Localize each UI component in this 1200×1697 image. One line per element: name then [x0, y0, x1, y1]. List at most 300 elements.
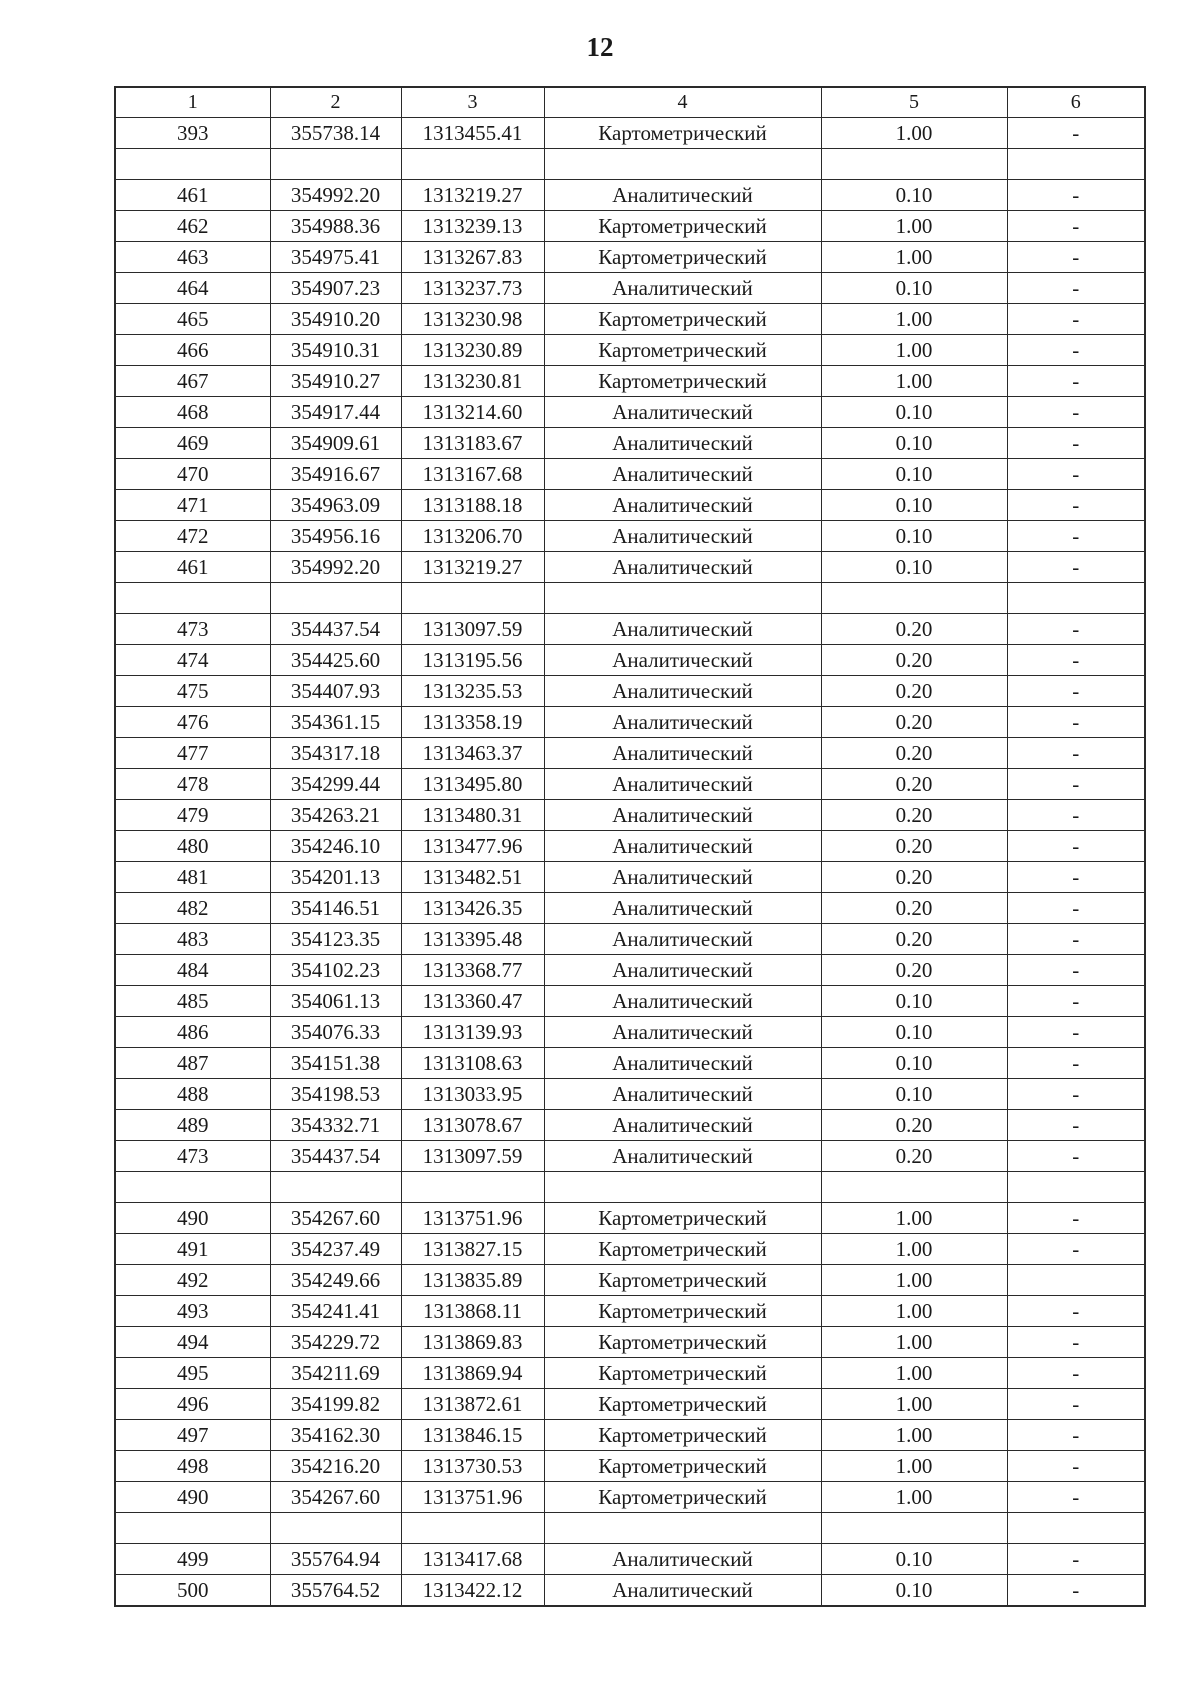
table-row	[115, 1017, 1145, 1048]
table-row	[115, 118, 1145, 149]
method-cell: Аналитический	[544, 986, 821, 1017]
x-coordinate-cell: 354246.10	[270, 831, 401, 862]
description-cell: -	[1007, 862, 1145, 893]
y-coordinate-cell: 1313751.96	[401, 1482, 544, 1513]
table-row	[115, 211, 1145, 242]
method-cell: Аналитический	[544, 1544, 821, 1575]
point-number-cell: 463	[115, 242, 270, 273]
x-coordinate-cell: 354211.69	[270, 1358, 401, 1389]
accuracy-cell: 1.00	[821, 366, 1007, 397]
method-cell: Картометрический	[544, 1327, 821, 1358]
x-coordinate-cell: 354956.16	[270, 521, 401, 552]
method-cell: Аналитический	[544, 521, 821, 552]
description-cell: -	[1007, 645, 1145, 676]
point-number-cell: 469	[115, 428, 270, 459]
method-cell: Аналитический	[544, 552, 821, 583]
method-cell: Картометрический	[544, 1389, 821, 1420]
y-coordinate-cell: 1313097.59	[401, 1141, 544, 1172]
method-cell: Картометрический	[544, 1203, 821, 1234]
point-number-cell: 465	[115, 304, 270, 335]
accuracy-cell: 0.20	[821, 707, 1007, 738]
table-row	[115, 1234, 1145, 1265]
accuracy-cell: 1.00	[821, 1296, 1007, 1327]
y-coordinate-cell: 1313235.53	[401, 676, 544, 707]
table-row	[115, 149, 1145, 180]
point-number-cell: 473	[115, 1141, 270, 1172]
x-coordinate-cell: 354151.38	[270, 1048, 401, 1079]
accuracy-cell: 0.20	[821, 862, 1007, 893]
accuracy-cell: 0.20	[821, 955, 1007, 986]
description-cell: -	[1007, 1017, 1145, 1048]
method-cell: Картометрический	[544, 304, 821, 335]
description-cell: -	[1007, 1420, 1145, 1451]
accuracy-cell: 0.10	[821, 397, 1007, 428]
accuracy-cell: 0.10	[821, 1017, 1007, 1048]
accuracy-cell: 0.20	[821, 893, 1007, 924]
table-row	[115, 1203, 1145, 1234]
accuracy-cell: 1.00	[821, 242, 1007, 273]
table-row	[115, 552, 1145, 583]
x-coordinate-cell: 354407.93	[270, 676, 401, 707]
x-coordinate-cell: 355764.94	[270, 1544, 401, 1575]
point-number-cell: 491	[115, 1234, 270, 1265]
y-coordinate-cell: 1313360.47	[401, 986, 544, 1017]
point-number-cell: 464	[115, 273, 270, 304]
point-number-cell: 492	[115, 1265, 270, 1296]
method-cell: Аналитический	[544, 893, 821, 924]
point-number-cell: 472	[115, 521, 270, 552]
x-coordinate-cell: 354299.44	[270, 769, 401, 800]
description-cell: -	[1007, 1234, 1145, 1265]
accuracy-cell: 0.10	[821, 552, 1007, 583]
x-coordinate-cell: 354916.67	[270, 459, 401, 490]
table-row	[115, 459, 1145, 490]
y-coordinate-cell: 1313195.56	[401, 645, 544, 676]
header-row	[115, 87, 1145, 118]
point-number-cell: 468	[115, 397, 270, 428]
point-number-cell: 482	[115, 893, 270, 924]
description-cell: -	[1007, 242, 1145, 273]
accuracy-cell: 0.20	[821, 924, 1007, 955]
accuracy-cell: 0.20	[821, 1110, 1007, 1141]
y-coordinate-cell: 1313230.98	[401, 304, 544, 335]
description-cell: -	[1007, 800, 1145, 831]
description-cell: -	[1007, 1544, 1145, 1575]
x-coordinate-cell: 354241.41	[270, 1296, 401, 1327]
point-number-cell: 479	[115, 800, 270, 831]
x-coordinate-cell: 354992.20	[270, 180, 401, 211]
x-coordinate-cell: 354907.23	[270, 273, 401, 304]
accuracy-cell: 1.00	[821, 118, 1007, 149]
method-cell: Аналитический	[544, 738, 821, 769]
description-cell: -	[1007, 1358, 1145, 1389]
y-coordinate-cell: 1313108.63	[401, 1048, 544, 1079]
method-cell: Картометрический	[544, 335, 821, 366]
method-cell: Аналитический	[544, 769, 821, 800]
x-coordinate-cell: 354361.15	[270, 707, 401, 738]
y-coordinate-cell: 1313846.15	[401, 1420, 544, 1451]
table-row	[115, 707, 1145, 738]
table-row	[115, 955, 1145, 986]
point-number-cell: 471	[115, 490, 270, 521]
method-cell: Аналитический	[544, 614, 821, 645]
y-coordinate-cell: 1313368.77	[401, 955, 544, 986]
x-coordinate-cell: 354963.09	[270, 490, 401, 521]
x-coordinate-cell: 354201.13	[270, 862, 401, 893]
table-row	[115, 335, 1145, 366]
accuracy-cell: 1.00	[821, 1265, 1007, 1296]
table-row	[115, 1327, 1145, 1358]
x-coordinate-cell	[270, 1513, 401, 1544]
x-coordinate-cell	[270, 1172, 401, 1203]
accuracy-cell: 0.10	[821, 1079, 1007, 1110]
x-coordinate-cell: 354425.60	[270, 645, 401, 676]
x-coordinate-cell: 354267.60	[270, 1203, 401, 1234]
x-coordinate-cell: 354332.71	[270, 1110, 401, 1141]
x-coordinate-cell: 354249.66	[270, 1265, 401, 1296]
method-cell: Аналитический	[544, 676, 821, 707]
accuracy-cell: 0.20	[821, 831, 1007, 862]
description-cell: -	[1007, 1575, 1145, 1607]
coordinates-table	[114, 86, 1146, 1607]
method-cell: Картометрический	[544, 1234, 821, 1265]
column-header-1: 1	[115, 87, 270, 118]
description-cell	[1007, 1172, 1145, 1203]
point-number-cell	[115, 1172, 270, 1203]
table-row	[115, 862, 1145, 893]
y-coordinate-cell: 1313417.68	[401, 1544, 544, 1575]
table-row	[115, 397, 1145, 428]
description-cell: -	[1007, 1048, 1145, 1079]
x-coordinate-cell: 354123.35	[270, 924, 401, 955]
accuracy-cell: 0.20	[821, 614, 1007, 645]
table-row	[115, 242, 1145, 273]
accuracy-cell	[821, 149, 1007, 180]
y-coordinate-cell: 1313455.41	[401, 118, 544, 149]
method-cell: Картометрический	[544, 366, 821, 397]
accuracy-cell: 1.00	[821, 211, 1007, 242]
accuracy-cell: 0.10	[821, 1575, 1007, 1607]
y-coordinate-cell: 1313477.96	[401, 831, 544, 862]
accuracy-cell: 1.00	[821, 1234, 1007, 1265]
accuracy-cell: 0.20	[821, 1141, 1007, 1172]
column-header-5: 5	[821, 87, 1007, 118]
point-number-cell: 462	[115, 211, 270, 242]
method-cell: Картометрический	[544, 1265, 821, 1296]
accuracy-cell	[821, 583, 1007, 614]
method-cell: Аналитический	[544, 924, 821, 955]
point-number-cell: 467	[115, 366, 270, 397]
table-row	[115, 769, 1145, 800]
description-cell: -	[1007, 1203, 1145, 1234]
point-number-cell: 497	[115, 1420, 270, 1451]
point-number-cell: 466	[115, 335, 270, 366]
x-coordinate-cell: 354237.49	[270, 1234, 401, 1265]
accuracy-cell: 0.10	[821, 428, 1007, 459]
y-coordinate-cell: 1313219.27	[401, 552, 544, 583]
x-coordinate-cell: 354437.54	[270, 614, 401, 645]
y-coordinate-cell: 1313827.15	[401, 1234, 544, 1265]
table-row	[115, 490, 1145, 521]
accuracy-cell: 0.10	[821, 1544, 1007, 1575]
point-number-cell: 480	[115, 831, 270, 862]
description-cell: -	[1007, 180, 1145, 211]
column-header-3: 3	[401, 87, 544, 118]
table-row	[115, 1048, 1145, 1079]
accuracy-cell: 1.00	[821, 1327, 1007, 1358]
y-coordinate-cell: 1313868.11	[401, 1296, 544, 1327]
point-number-cell: 487	[115, 1048, 270, 1079]
description-cell: -	[1007, 738, 1145, 769]
description-cell: -	[1007, 1389, 1145, 1420]
description-cell	[1007, 1513, 1145, 1544]
table-row	[115, 1544, 1145, 1575]
point-number-cell: 499	[115, 1544, 270, 1575]
description-cell: -	[1007, 459, 1145, 490]
x-coordinate-cell: 354076.33	[270, 1017, 401, 1048]
accuracy-cell: 0.10	[821, 986, 1007, 1017]
table-row	[115, 1420, 1145, 1451]
method-cell: Аналитический	[544, 490, 821, 521]
point-number-cell: 473	[115, 614, 270, 645]
accuracy-cell: 0.10	[821, 1048, 1007, 1079]
point-number-cell: 476	[115, 707, 270, 738]
x-coordinate-cell: 354910.31	[270, 335, 401, 366]
table-row	[115, 1358, 1145, 1389]
point-number-cell: 470	[115, 459, 270, 490]
method-cell: Аналитический	[544, 1079, 821, 1110]
point-number-cell: 498	[115, 1451, 270, 1482]
table-row	[115, 1265, 1145, 1296]
point-number-cell: 486	[115, 1017, 270, 1048]
accuracy-cell: 1.00	[821, 1482, 1007, 1513]
x-coordinate-cell: 354061.13	[270, 986, 401, 1017]
point-number-cell: 490	[115, 1203, 270, 1234]
description-cell: -	[1007, 211, 1145, 242]
y-coordinate-cell: 1313183.67	[401, 428, 544, 459]
description-cell: -	[1007, 118, 1145, 149]
table-header	[115, 87, 1145, 118]
point-number-cell	[115, 583, 270, 614]
x-coordinate-cell: 354975.41	[270, 242, 401, 273]
method-cell: Картометрический	[544, 1296, 821, 1327]
point-number-cell: 474	[115, 645, 270, 676]
y-coordinate-cell	[401, 1172, 544, 1203]
method-cell: Аналитический	[544, 1017, 821, 1048]
y-coordinate-cell: 1313730.53	[401, 1451, 544, 1482]
table-row	[115, 924, 1145, 955]
description-cell	[1007, 149, 1145, 180]
y-coordinate-cell: 1313495.80	[401, 769, 544, 800]
method-cell: Картометрический	[544, 1358, 821, 1389]
description-cell: -	[1007, 955, 1145, 986]
description-cell: -	[1007, 490, 1145, 521]
method-cell: Аналитический	[544, 459, 821, 490]
y-coordinate-cell	[401, 583, 544, 614]
point-number-cell	[115, 149, 270, 180]
y-coordinate-cell: 1313239.13	[401, 211, 544, 242]
accuracy-cell: 0.20	[821, 738, 1007, 769]
x-coordinate-cell: 355738.14	[270, 118, 401, 149]
description-cell: -	[1007, 893, 1145, 924]
accuracy-cell: 0.20	[821, 769, 1007, 800]
method-cell	[544, 583, 821, 614]
accuracy-cell: 0.20	[821, 676, 1007, 707]
x-coordinate-cell: 354988.36	[270, 211, 401, 242]
point-number-cell	[115, 1513, 270, 1544]
point-number-cell: 493	[115, 1296, 270, 1327]
accuracy-cell: 0.10	[821, 273, 1007, 304]
x-coordinate-cell: 354263.21	[270, 800, 401, 831]
x-coordinate-cell: 354199.82	[270, 1389, 401, 1420]
x-coordinate-cell: 354917.44	[270, 397, 401, 428]
table-row	[115, 1141, 1145, 1172]
table-row	[115, 304, 1145, 335]
accuracy-cell: 0.10	[821, 459, 1007, 490]
point-number-cell: 475	[115, 676, 270, 707]
x-coordinate-cell: 354909.61	[270, 428, 401, 459]
description-cell: -	[1007, 335, 1145, 366]
method-cell: Картометрический	[544, 211, 821, 242]
y-coordinate-cell: 1313267.83	[401, 242, 544, 273]
method-cell: Аналитический	[544, 800, 821, 831]
column-header-4: 4	[544, 87, 821, 118]
method-cell: Картометрический	[544, 1482, 821, 1513]
y-coordinate-cell: 1313480.31	[401, 800, 544, 831]
method-cell	[544, 149, 821, 180]
table-row	[115, 1513, 1145, 1544]
x-coordinate-cell: 355764.52	[270, 1575, 401, 1607]
table-row	[115, 273, 1145, 304]
description-cell: -	[1007, 1141, 1145, 1172]
y-coordinate-cell: 1313206.70	[401, 521, 544, 552]
description-cell: -	[1007, 1296, 1145, 1327]
table-row	[115, 614, 1145, 645]
description-cell: -	[1007, 614, 1145, 645]
y-coordinate-cell: 1313237.73	[401, 273, 544, 304]
y-coordinate-cell: 1313188.18	[401, 490, 544, 521]
x-coordinate-cell: 354162.30	[270, 1420, 401, 1451]
point-number-cell: 489	[115, 1110, 270, 1141]
x-coordinate-cell: 354910.20	[270, 304, 401, 335]
y-coordinate-cell: 1313033.95	[401, 1079, 544, 1110]
description-cell	[1007, 583, 1145, 614]
x-coordinate-cell: 354146.51	[270, 893, 401, 924]
method-cell: Картометрический	[544, 1451, 821, 1482]
description-cell: -	[1007, 366, 1145, 397]
y-coordinate-cell: 1313482.51	[401, 862, 544, 893]
description-cell: -	[1007, 552, 1145, 583]
x-coordinate-cell: 354910.27	[270, 366, 401, 397]
method-cell: Картометрический	[544, 1420, 821, 1451]
method-cell: Аналитический	[544, 1110, 821, 1141]
y-coordinate-cell	[401, 149, 544, 180]
method-cell: Аналитический	[544, 397, 821, 428]
method-cell: Аналитический	[544, 831, 821, 862]
description-cell: -	[1007, 707, 1145, 738]
table-row	[115, 1482, 1145, 1513]
table-row	[115, 428, 1145, 459]
accuracy-cell: 0.10	[821, 521, 1007, 552]
x-coordinate-cell: 354216.20	[270, 1451, 401, 1482]
description-cell: -	[1007, 397, 1145, 428]
accuracy-cell: 1.00	[821, 1203, 1007, 1234]
accuracy-cell: 1.00	[821, 1451, 1007, 1482]
description-cell: -	[1007, 769, 1145, 800]
point-number-cell: 485	[115, 986, 270, 1017]
description-cell: -	[1007, 1482, 1145, 1513]
table-row	[115, 1575, 1145, 1607]
point-number-cell: 477	[115, 738, 270, 769]
y-coordinate-cell: 1313139.93	[401, 1017, 544, 1048]
description-cell: -	[1007, 428, 1145, 459]
point-number-cell: 496	[115, 1389, 270, 1420]
x-coordinate-cell: 354102.23	[270, 955, 401, 986]
method-cell: Аналитический	[544, 707, 821, 738]
accuracy-cell: 0.10	[821, 180, 1007, 211]
description-cell: -	[1007, 1079, 1145, 1110]
table-row	[115, 676, 1145, 707]
table-row	[115, 1110, 1145, 1141]
method-cell: Аналитический	[544, 862, 821, 893]
table-row	[115, 180, 1145, 211]
method-cell: Картометрический	[544, 242, 821, 273]
y-coordinate-cell: 1313751.96	[401, 1203, 544, 1234]
table-row	[115, 831, 1145, 862]
table-body	[115, 118, 1145, 1607]
y-coordinate-cell: 1313097.59	[401, 614, 544, 645]
point-number-cell: 481	[115, 862, 270, 893]
method-cell: Аналитический	[544, 180, 821, 211]
y-coordinate-cell: 1313078.67	[401, 1110, 544, 1141]
accuracy-cell: 0.10	[821, 490, 1007, 521]
table-row	[115, 521, 1145, 552]
y-coordinate-cell: 1313358.19	[401, 707, 544, 738]
x-coordinate-cell: 354317.18	[270, 738, 401, 769]
method-cell: Аналитический	[544, 645, 821, 676]
y-coordinate-cell: 1313869.94	[401, 1358, 544, 1389]
x-coordinate-cell: 354992.20	[270, 552, 401, 583]
description-cell: -	[1007, 273, 1145, 304]
method-cell: Аналитический	[544, 1048, 821, 1079]
y-coordinate-cell: 1313422.12	[401, 1575, 544, 1607]
table-row	[115, 366, 1145, 397]
column-header-6: 6	[1007, 87, 1145, 118]
table-row	[115, 986, 1145, 1017]
method-cell	[544, 1513, 821, 1544]
y-coordinate-cell: 1313230.81	[401, 366, 544, 397]
point-number-cell: 478	[115, 769, 270, 800]
y-coordinate-cell: 1313219.27	[401, 180, 544, 211]
description-cell: -	[1007, 304, 1145, 335]
point-number-cell: 490	[115, 1482, 270, 1513]
y-coordinate-cell: 1313835.89	[401, 1265, 544, 1296]
description-cell: -	[1007, 1451, 1145, 1482]
point-number-cell: 461	[115, 180, 270, 211]
table-row	[115, 893, 1145, 924]
method-cell: Аналитический	[544, 1141, 821, 1172]
method-cell: Аналитический	[544, 1575, 821, 1607]
accuracy-cell: 0.20	[821, 800, 1007, 831]
description-cell: -	[1007, 1110, 1145, 1141]
y-coordinate-cell: 1313869.83	[401, 1327, 544, 1358]
y-coordinate-cell: 1313167.68	[401, 459, 544, 490]
accuracy-cell: 0.20	[821, 645, 1007, 676]
point-number-cell: 461	[115, 552, 270, 583]
description-cell	[1007, 1265, 1145, 1296]
table-row	[115, 1079, 1145, 1110]
table-row	[115, 1172, 1145, 1203]
